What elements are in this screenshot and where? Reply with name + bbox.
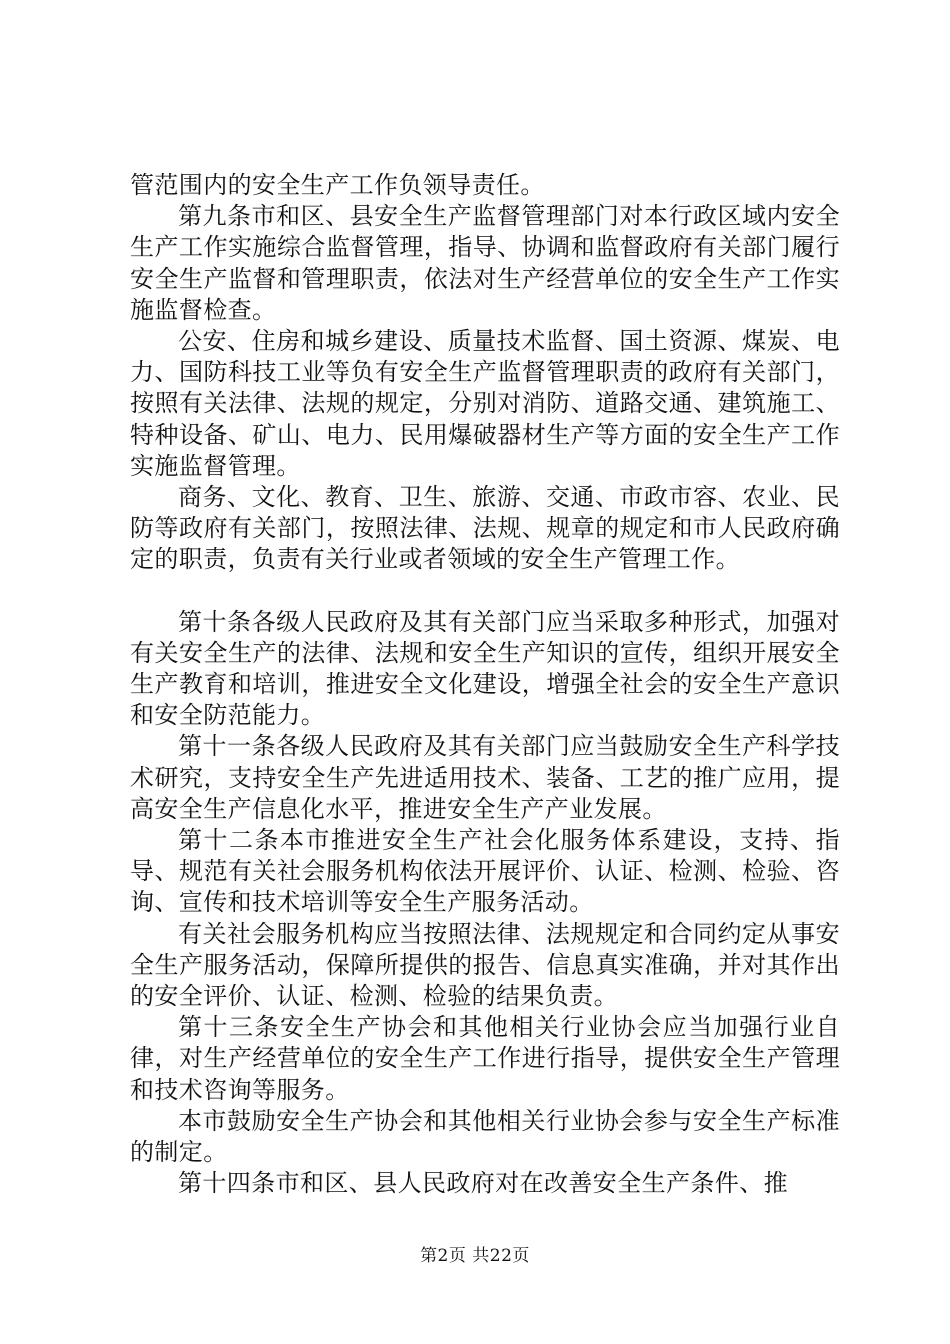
document-body: [130, 170, 840, 1200]
paragraph: 商务、文化、教育、卫生、旅游、交通、市政市容、农业、民防等政府有关部门，按照法律、法规、规章的规定和市人民政府确定的职责，负责有关行业或者领域的安全生产管理工作。: [130, 483, 840, 574]
page-number-footer: 第2页 共22页: [420, 1246, 530, 1266]
paragraph: 第十三条安全生产协会和其他相关行业协会应当加强行业自律，对生产经营单位的安全生产工作进行指导，提供安全生产管理和技术咨询等服务。: [130, 1013, 840, 1104]
paragraph: 本市鼓励安全生产协会和其他相关行业协会参与安全生产标准的制定。: [130, 1106, 840, 1167]
paragraph: 管范围内的安全生产工作负领导责任。: [130, 171, 545, 199]
paragraph: 第十一条各级人民政府及其有关部门应当鼓励安全生产科学技术研究，支持安全生产先进适用技术、装备、工艺的推广应用，提高安全生产信息化水平，推进安全生产产业发展。: [130, 732, 840, 823]
paragraph: 第十四条市和区、县人民政府对在改善安全生产条件、推: [178, 1169, 788, 1198]
paragraph: 第十条各级人民政府及其有关部门应当采取多种形式，加强对有关安全生产的法律、法规和安全生产知识的宣传，组织开展安全生产教育和培训，推进安全文化建设，增强全社会的安全生产意识和安全防范能力。: [130, 607, 840, 730]
paragraph: 有关社会服务机构应当按照法律、法规规定和合同约定从事安全生产服务活动，保障所提供的报告、信息真实准确，并对其作出的安全评价、认证、检测、检验的结果负责。: [130, 919, 840, 1011]
paragraph: 第九条市和区、县安全生产监督管理部门对本行政区域内安全生产工作实施综合监督管理，指导、协调和监督政府有关部门履行安全生产监督和管理职责，依法对生产经营单位的安全生产工作实施监督检查。: [130, 202, 840, 324]
paragraph: 公安、住房和城乡建设、质量技术监督、国土资源、煤炭、电力、国防科技工业等负有安全生产监督管理职责的政府有关部门，按照有关法律、法规的规定，分别对消防、道路交通、建筑施工、特种设备、矿山、电力、民用爆破器材生产等方面的安全生产工作实施监督管理。: [130, 327, 840, 480]
paragraph: 第十二条本市推进安全生产社会化服务体系建设，支持、指导、规范有关社会服务机构依法开展评价、认证、检测、检验、咨询、宣传和技术培训等安全生产服务活动。: [130, 826, 840, 917]
